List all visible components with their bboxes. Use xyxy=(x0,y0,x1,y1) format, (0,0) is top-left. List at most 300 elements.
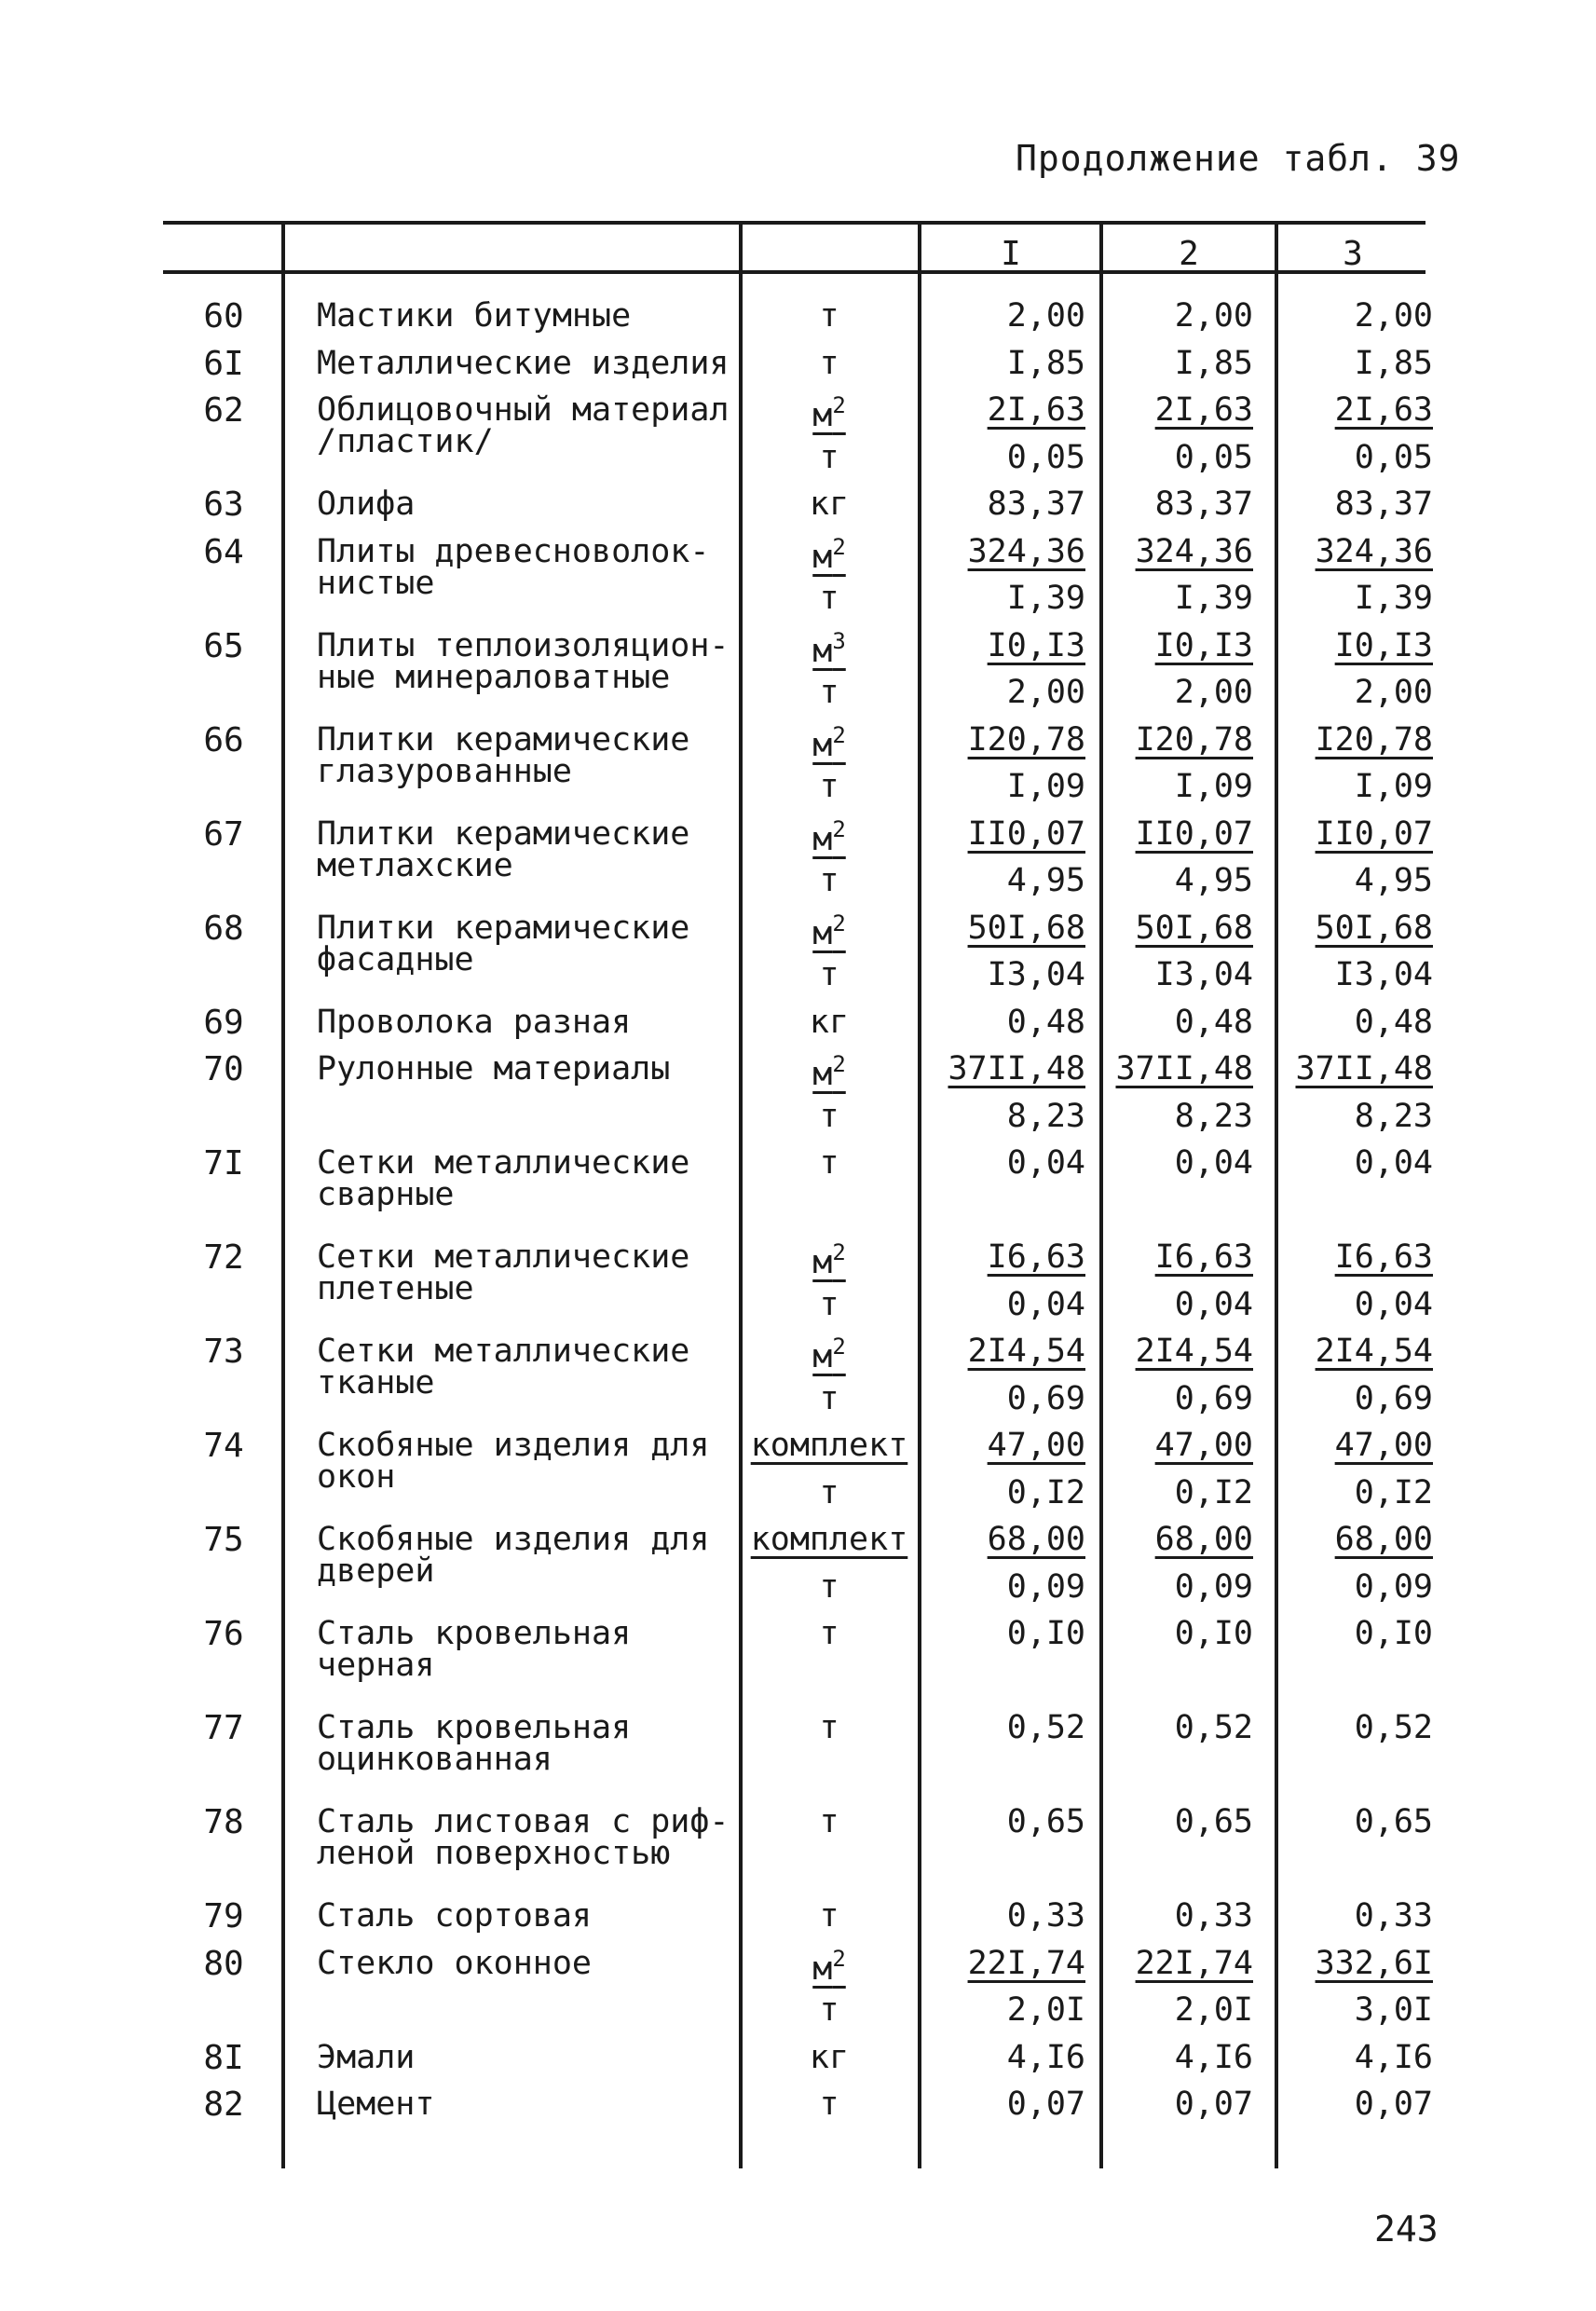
value: I0,I3 xyxy=(1154,626,1253,664)
value: 0,04 xyxy=(1006,1285,1085,1323)
unit-label: т xyxy=(819,1144,839,1182)
value: I3,04 xyxy=(1334,956,1433,993)
value-cell-col3 xyxy=(1267,1335,1433,1368)
value-cell-col2 xyxy=(1090,297,1253,335)
value: 0,04 xyxy=(1174,1144,1253,1182)
value-cell-col1 xyxy=(918,674,1085,711)
unit-cell xyxy=(741,1335,918,1374)
value: 0,65 xyxy=(1006,1803,1085,1840)
unit-label: т xyxy=(819,862,839,899)
value: 0,I0 xyxy=(1174,1615,1253,1652)
unit-cell xyxy=(741,674,918,711)
value: 37II,48 xyxy=(1115,1050,1253,1087)
unit-label: т xyxy=(819,956,839,993)
value: 0,04 xyxy=(1174,1285,1253,1323)
material-name-line: Проволока разная xyxy=(317,1003,632,1041)
value: 2,00 xyxy=(1174,297,1253,335)
value-cell-col3 xyxy=(1267,674,1433,711)
value-cell-col3 xyxy=(1267,1003,1433,1041)
value-cell-col2 xyxy=(1090,1144,1253,1182)
material-name-line: Рулонные материалы xyxy=(317,1050,671,1087)
unit-label: $м^2$ xyxy=(812,909,846,952)
material-name-line: Сетки металлические xyxy=(317,1333,690,1370)
unit-label: т xyxy=(819,1097,839,1135)
unit-cell xyxy=(741,1521,918,1558)
unit-label: т xyxy=(819,1567,839,1606)
value: 0,09 xyxy=(1006,1567,1085,1606)
value: I6,63 xyxy=(1154,1238,1253,1276)
value-cell-col2 xyxy=(1090,1097,1253,1135)
value-cell-col3 xyxy=(1267,297,1433,335)
value: 8,23 xyxy=(1174,1097,1253,1135)
value: II0,07 xyxy=(967,814,1085,853)
row-number: 75 xyxy=(203,1521,244,1559)
material-name-line: метлахские xyxy=(317,846,513,884)
value: 0,07 xyxy=(1006,2085,1085,2123)
unit-exponent: 2 xyxy=(832,815,846,842)
material-name-line: Сталь кровельная xyxy=(317,1709,632,1746)
value: 50I,68 xyxy=(967,909,1085,947)
value-cell-col1 xyxy=(918,297,1085,335)
value: 0,05 xyxy=(1174,438,1253,476)
unit-label: кг xyxy=(809,485,850,523)
value-cell-col3 xyxy=(1267,768,1433,805)
value-cell-col2 xyxy=(1090,1615,1253,1652)
value: 2I4,54 xyxy=(967,1333,1085,1370)
value: 0,05 xyxy=(1354,438,1433,476)
value: I,09 xyxy=(1354,768,1433,805)
value: II0,07 xyxy=(1315,814,1433,853)
unit-label: $м^2$ xyxy=(812,721,846,764)
material-name xyxy=(317,1427,710,1496)
row-number: 7I xyxy=(203,1144,244,1183)
unit-cell xyxy=(741,909,918,952)
value-cell-col1 xyxy=(918,1429,1085,1462)
value: 2I,63 xyxy=(1154,391,1253,429)
value-cell-col1 xyxy=(918,1285,1085,1323)
value-cell-col3 xyxy=(1267,1709,1433,1746)
unit-cell xyxy=(741,438,918,476)
material-name xyxy=(317,1003,632,1041)
value: 4,I6 xyxy=(1354,2038,1433,2076)
value: 83,37 xyxy=(1334,485,1433,523)
value: 2,00 xyxy=(1174,674,1253,711)
value-cell-col1 xyxy=(918,626,1085,664)
value-cell-col3 xyxy=(1267,1567,1433,1606)
unit-label: $м^2$ xyxy=(812,1239,846,1281)
material-name-line: окон xyxy=(317,1458,396,1496)
value: 37II,48 xyxy=(948,1050,1085,1087)
unit-label: т xyxy=(819,1473,839,1511)
material-name-line: Стекло оконное xyxy=(317,1944,593,1982)
unit-exponent: 2 xyxy=(832,1051,846,1077)
value-cell-col1 xyxy=(918,1615,1085,1652)
material-name-line: Эмали xyxy=(317,2038,416,2076)
unit-label: т xyxy=(819,1285,839,1323)
unit-cell xyxy=(741,533,918,576)
value-cell-col1 xyxy=(918,1379,1085,1417)
value: 2,0I xyxy=(1174,1991,1253,2029)
unit-exponent: 2 xyxy=(832,1333,846,1360)
value: 0,33 xyxy=(1006,1897,1085,1935)
value-cell-col3 xyxy=(1267,1429,1433,1462)
value: 3,0I xyxy=(1354,1991,1433,2029)
value: 50I,68 xyxy=(1315,909,1433,947)
value-cell-col2 xyxy=(1090,1944,1253,1982)
unit-cell xyxy=(741,768,918,805)
value-cell-col2 xyxy=(1090,2038,1253,2076)
material-name-line: черная xyxy=(317,1647,435,1684)
value: 0,09 xyxy=(1354,1567,1433,1606)
value-cell-col1 xyxy=(918,1003,1085,1041)
value-cell-col3 xyxy=(1267,1615,1433,1652)
value-cell-col1 xyxy=(918,1335,1085,1368)
unit-label: комплект xyxy=(750,1427,908,1464)
material-name-line: Облицовочный материал xyxy=(317,391,730,429)
material-name-line: Плиты древесноволок- xyxy=(317,532,710,570)
material-name xyxy=(317,1709,632,1778)
unit-exponent: 2 xyxy=(832,909,846,937)
value: 0,05 xyxy=(1006,438,1085,476)
value: 0,I0 xyxy=(1354,1615,1433,1652)
material-name-line: глазурованные xyxy=(317,752,572,790)
unit-label: $м^2$ xyxy=(812,815,846,858)
value-cell-col1 xyxy=(918,1238,1085,1276)
value-cell-col3 xyxy=(1267,532,1433,570)
value: 8,23 xyxy=(1006,1097,1085,1135)
value-cell-col1 xyxy=(918,1709,1085,1746)
value-cell-col2 xyxy=(1090,1050,1253,1087)
unit-label: т xyxy=(819,580,839,617)
unit-cell xyxy=(741,1567,918,1606)
unit-cell xyxy=(741,721,918,764)
value-cell-col2 xyxy=(1090,720,1253,759)
value-cell-col3 xyxy=(1267,909,1433,947)
value: 0,69 xyxy=(1354,1379,1433,1417)
row-number: 78 xyxy=(203,1803,244,1841)
row-number: 63 xyxy=(203,485,244,524)
material-name-line: /пластик/ xyxy=(317,423,494,460)
value: 47,00 xyxy=(1334,1427,1433,1464)
material-name xyxy=(317,1897,593,1935)
unit-label: т xyxy=(819,1897,839,1935)
material-name xyxy=(317,814,690,884)
value-cell-col2 xyxy=(1090,1473,1253,1511)
unit-label: $м^2$ xyxy=(812,1051,846,1093)
value-cell-col2 xyxy=(1090,485,1253,523)
value-cell-col3 xyxy=(1267,1897,1433,1935)
value-cell-col3 xyxy=(1267,862,1433,899)
value-cell-col3 xyxy=(1267,1944,1433,1982)
column-header-2: 2 xyxy=(1179,235,1199,273)
value: I,85 xyxy=(1006,344,1085,382)
row-number: 68 xyxy=(203,909,244,948)
value-cell-col2 xyxy=(1090,1897,1253,1935)
row-number: 74 xyxy=(203,1427,244,1465)
material-name xyxy=(317,485,416,523)
value-cell-col1 xyxy=(918,1803,1085,1840)
value: 324,36 xyxy=(1315,532,1433,570)
unit-cell xyxy=(741,1473,918,1511)
row-number: 70 xyxy=(203,1050,244,1088)
material-name xyxy=(317,1944,593,1982)
value-cell-col3 xyxy=(1267,485,1433,523)
material-name xyxy=(317,2038,416,2076)
value: 8,23 xyxy=(1354,1097,1433,1135)
unit-label: т xyxy=(819,768,839,805)
value-cell-col1 xyxy=(918,720,1085,759)
material-name xyxy=(317,1050,671,1087)
value: 324,36 xyxy=(1135,532,1253,570)
unit-cell xyxy=(741,1615,918,1652)
material-name xyxy=(317,297,632,335)
unit-cell xyxy=(741,627,918,670)
unit-cell xyxy=(741,394,918,432)
value: I6,63 xyxy=(987,1238,1085,1276)
unit-label: т xyxy=(819,297,839,335)
value-cell-col2 xyxy=(1090,768,1253,805)
material-name xyxy=(317,1521,710,1590)
value: 0,48 xyxy=(1006,1003,1085,1041)
value-cell-col1 xyxy=(918,1944,1085,1982)
value-cell-col2 xyxy=(1090,674,1253,711)
value-cell-col1 xyxy=(918,862,1085,899)
unit-exponent: 3 xyxy=(832,627,846,654)
value-cell-col2 xyxy=(1090,1335,1253,1368)
unit-label: т xyxy=(819,1709,839,1746)
material-name-line: Сталь кровельная xyxy=(317,1615,632,1652)
value-cell-col1 xyxy=(918,1144,1085,1182)
material-name-line: Скобяные изделия для xyxy=(317,1427,710,1464)
value: 0,48 xyxy=(1354,1003,1433,1041)
value: 0,I2 xyxy=(1174,1473,1253,1511)
value: 0,I0 xyxy=(1006,1615,1085,1652)
unit-cell xyxy=(741,1991,918,2029)
unit-label: кг xyxy=(809,1003,850,1041)
value-cell-col3 xyxy=(1267,1521,1433,1558)
unit-cell xyxy=(741,862,918,899)
value: I6,63 xyxy=(1334,1238,1433,1276)
value: 2I4,54 xyxy=(1315,1333,1433,1370)
material-name-line: сварные xyxy=(317,1176,455,1213)
material-name-line: Олифа xyxy=(317,485,416,523)
value-cell-col1 xyxy=(918,1097,1085,1135)
value: 0,52 xyxy=(1354,1709,1433,1746)
value: I,39 xyxy=(1354,580,1433,617)
value: I,09 xyxy=(1006,768,1085,805)
unit-cell xyxy=(741,1003,918,1041)
value: 68,00 xyxy=(987,1521,1085,1558)
unit-cell xyxy=(741,1097,918,1135)
value: I3,04 xyxy=(1154,956,1253,993)
value: I0,I3 xyxy=(987,626,1085,664)
value: 2,00 xyxy=(1354,674,1433,711)
value-cell-col3 xyxy=(1267,391,1433,429)
value: I,85 xyxy=(1174,344,1253,382)
value-cell-col2 xyxy=(1090,1429,1253,1462)
value-cell-col1 xyxy=(918,1050,1085,1087)
value-cell-col2 xyxy=(1090,344,1253,382)
value: 0,07 xyxy=(1354,2085,1433,2123)
row-number: 64 xyxy=(203,532,244,571)
value: 50I,68 xyxy=(1135,909,1253,947)
value: 0,I2 xyxy=(1354,1473,1433,1511)
value: I,85 xyxy=(1354,344,1433,382)
material-name xyxy=(317,626,730,696)
value: 0,69 xyxy=(1174,1379,1253,1417)
value: I,09 xyxy=(1174,768,1253,805)
value-cell-col1 xyxy=(918,1897,1085,1935)
value: 83,37 xyxy=(1154,485,1253,523)
material-name xyxy=(317,2085,435,2123)
value-cell-col1 xyxy=(918,1567,1085,1606)
row-number: 69 xyxy=(203,1003,244,1042)
unit-exponent: 2 xyxy=(832,721,846,748)
unit-cell xyxy=(741,1897,918,1935)
unit-label: $м^2$ xyxy=(812,392,846,434)
table-top-rule xyxy=(163,221,1425,225)
value-cell-col1 xyxy=(918,532,1085,570)
row-number: 6I xyxy=(203,344,244,383)
material-name-line: тканые xyxy=(317,1364,435,1402)
material-name-line: Плитки керамические xyxy=(317,720,690,759)
material-name-line: дверей xyxy=(317,1552,435,1590)
value-cell-col1 xyxy=(918,2038,1085,2076)
value-cell-col3 xyxy=(1267,626,1433,664)
material-name xyxy=(317,909,690,978)
row-number: 73 xyxy=(203,1333,244,1371)
unit-cell xyxy=(741,1709,918,1746)
value: I3,04 xyxy=(987,956,1085,993)
unit-label: т xyxy=(819,1379,839,1417)
value: I0,I3 xyxy=(1334,626,1433,664)
unit-cell xyxy=(741,1803,918,1840)
value-cell-col1 xyxy=(918,1473,1085,1511)
value: 2I,63 xyxy=(987,391,1085,429)
value: I20,78 xyxy=(1315,720,1433,759)
value-cell-col3 xyxy=(1267,1097,1433,1135)
material-name-line: Сетки металлические xyxy=(317,1144,690,1182)
value: 2,0I xyxy=(1006,1991,1085,2029)
value-cell-col1 xyxy=(918,2085,1085,2123)
value: I,39 xyxy=(1174,580,1253,617)
value: 22I,74 xyxy=(1135,1944,1253,1982)
value-cell-col1 xyxy=(918,909,1085,947)
value-cell-col2 xyxy=(1090,532,1253,570)
value: 0,09 xyxy=(1174,1567,1253,1606)
material-name-line: Скобяные изделия для xyxy=(317,1521,710,1558)
value-cell-col2 xyxy=(1090,909,1253,947)
value-cell-col3 xyxy=(1267,720,1433,759)
value-cell-col1 xyxy=(918,1991,1085,2029)
unit-cell xyxy=(741,1144,918,1182)
material-name xyxy=(317,344,730,382)
unit-exponent: 2 xyxy=(832,392,846,418)
value: 2,00 xyxy=(1006,674,1085,711)
value: I20,78 xyxy=(967,720,1085,759)
value: 0,65 xyxy=(1354,1803,1433,1840)
value: 22I,74 xyxy=(967,1944,1085,1982)
unit-cell xyxy=(741,2038,918,2076)
value-cell-col3 xyxy=(1267,1991,1433,2029)
row-number: 80 xyxy=(203,1944,244,1983)
material-name-line: Сетки металлические xyxy=(317,1238,690,1276)
value-cell-col3 xyxy=(1267,582,1433,615)
unit-cell xyxy=(741,1285,918,1323)
material-name xyxy=(317,1144,690,1213)
material-name xyxy=(317,1803,730,1872)
value: 0,04 xyxy=(1354,1144,1433,1182)
value: 47,00 xyxy=(987,1427,1085,1464)
value: II0,07 xyxy=(1135,814,1253,853)
column-header-3: 3 xyxy=(1343,235,1363,273)
value: 0,04 xyxy=(1354,1285,1433,1323)
material-name-line: Плитки керамические xyxy=(317,909,690,947)
value: I20,78 xyxy=(1135,720,1253,759)
value-cell-col2 xyxy=(1090,1285,1253,1323)
unit-label: $м^2$ xyxy=(812,533,846,576)
unit-label: т xyxy=(819,438,839,476)
material-name xyxy=(317,1333,690,1402)
material-name-line: леной поверхностью xyxy=(317,1835,671,1872)
value: 332,6I xyxy=(1315,1944,1433,1982)
unit-cell xyxy=(741,485,918,523)
row-number: 77 xyxy=(203,1709,244,1747)
value-cell-col1 xyxy=(918,1521,1085,1558)
row-number: 67 xyxy=(203,814,244,854)
value-cell-col3 xyxy=(1267,2085,1433,2123)
unit-cell xyxy=(741,1241,918,1279)
row-number: 82 xyxy=(203,2085,244,2124)
row-number: 8I xyxy=(203,2038,244,2077)
unit-exponent: 2 xyxy=(832,533,846,560)
value-cell-col3 xyxy=(1267,1379,1433,1417)
value: 2,00 xyxy=(1006,297,1085,335)
unit-cell xyxy=(741,815,918,858)
value-cell-col2 xyxy=(1090,814,1253,853)
row-number: 79 xyxy=(203,1897,244,1935)
value: 4,95 xyxy=(1174,862,1253,899)
material-name-line: оцинкованная xyxy=(317,1741,552,1778)
value: 4,I6 xyxy=(1006,2038,1085,2076)
unit-cell xyxy=(741,2085,918,2123)
unit-cell xyxy=(741,1429,918,1462)
unit-label: т xyxy=(819,1803,839,1840)
unit-label: т xyxy=(819,1991,839,2029)
value-cell-col1 xyxy=(918,344,1085,382)
material-name xyxy=(317,1615,632,1684)
value: 68,00 xyxy=(1154,1521,1253,1558)
value-cell-col2 xyxy=(1090,626,1253,664)
unit-cell xyxy=(741,344,918,382)
unit-label: кг xyxy=(809,2038,850,2076)
material-name-line: Сталь сортовая xyxy=(317,1897,593,1935)
value: 0,33 xyxy=(1354,1897,1433,1935)
value-cell-col1 xyxy=(918,438,1085,476)
unit-label: т xyxy=(819,674,839,711)
row-number: 65 xyxy=(203,626,244,665)
unit-label: т xyxy=(819,344,839,382)
material-name-line: Сталь листовая с риф- xyxy=(317,1803,730,1840)
value-cell-col3 xyxy=(1267,814,1433,853)
unit-cell xyxy=(741,582,918,615)
value: 2,00 xyxy=(1354,297,1433,335)
value: 0,65 xyxy=(1174,1803,1253,1840)
value-cell-col2 xyxy=(1090,1803,1253,1840)
value-cell-col1 xyxy=(918,814,1085,853)
value: 0,07 xyxy=(1174,2085,1253,2123)
value-cell-col3 xyxy=(1267,344,1433,382)
